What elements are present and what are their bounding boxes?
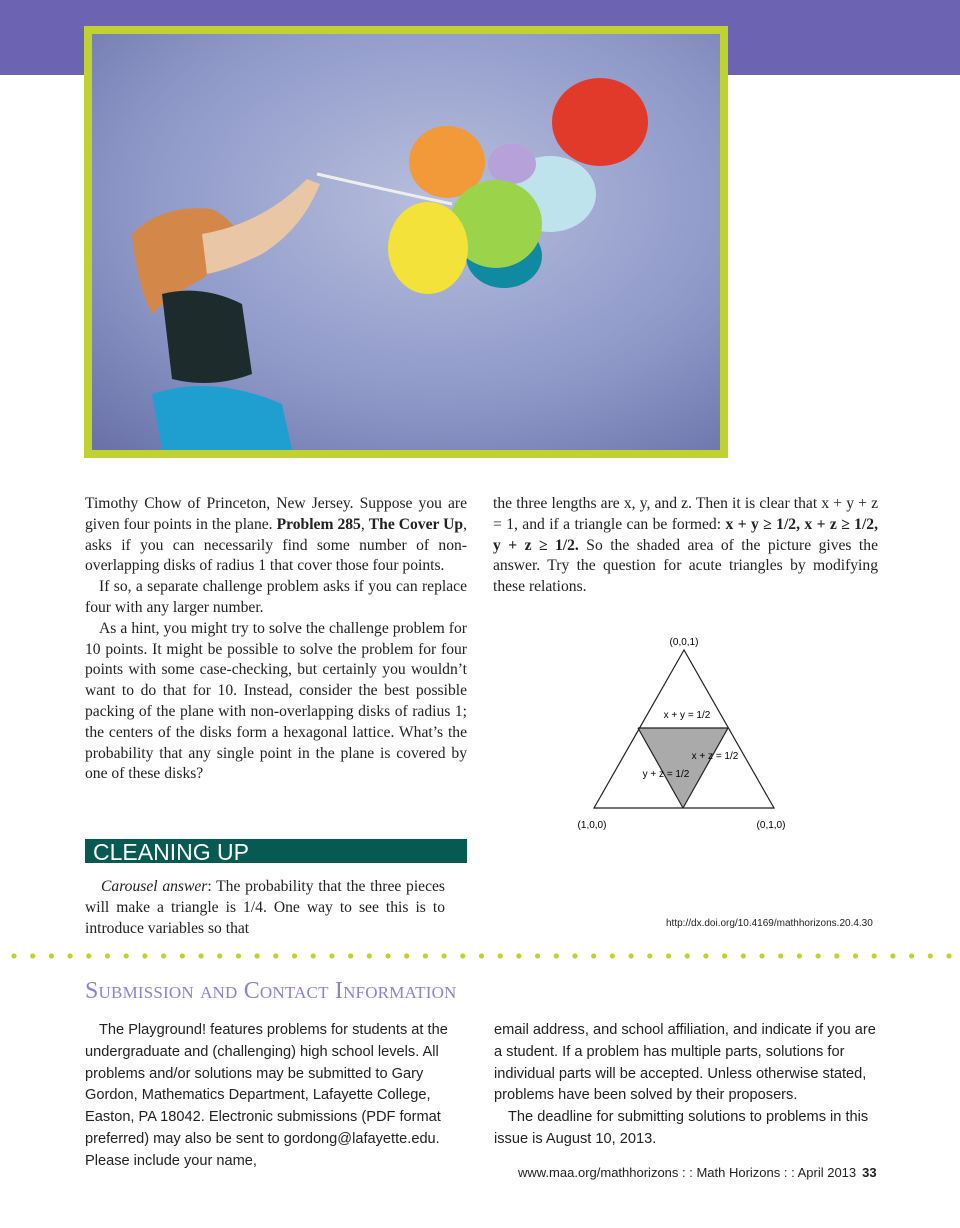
divider-dot (853, 953, 858, 958)
divider-dot (909, 953, 914, 958)
carousel-text: : The probability that the three pieces will make a triangle is 1/4. One way to see this is to introduce variables so that (85, 878, 445, 937)
page-footer (518, 1165, 877, 1180)
divider-dot (348, 953, 353, 958)
right-vertex-label: (0,1,0) (756, 820, 786, 831)
divider-dot (629, 953, 634, 958)
divider-dot (404, 953, 409, 958)
divider-dot (217, 953, 222, 958)
divider-dot (554, 953, 559, 958)
divider-dot (872, 953, 877, 958)
yellow-balloon (388, 202, 468, 294)
inequalities: x + y ≥ 1/2, x + z ≥ 1/2, y + z ≥ 1/2. (493, 515, 878, 554)
submission-heading: Submission and Contact Information (85, 978, 457, 1004)
problem-title: The Cover Up (368, 515, 464, 533)
divider-dot (385, 953, 390, 958)
purple-balloon (488, 144, 536, 184)
paragraph-3: As a hint, you might try to solve the challenge problem for 10 points. It might be possible to solve the problem for four points with some case-checking, but certainly you wouldn’t want to do that for 10. Instead, consider the best possible packing of the plane with non-overlapping disks of radius 1; the centers of the disks form a hexagonal lattice. What’s the probability that any single point in the plane is covered by one of these disks? (85, 619, 467, 783)
carousel-label: Carousel answer (101, 878, 208, 895)
xy-label: x + y = 1/2 (663, 710, 711, 721)
divider-dot (703, 953, 708, 958)
right-column-text (493, 494, 878, 598)
divider-dot (311, 953, 316, 958)
submission-right (494, 1020, 878, 1151)
divider-dot (423, 953, 428, 958)
banner-title: CLEANING UP (93, 839, 249, 865)
divider-dot (273, 953, 278, 958)
divider-dot (759, 953, 764, 958)
divider-dot (442, 953, 447, 958)
paragraph-1-start: Timothy Chow of Princeton, New Jersey. Suppose you are given four points in the plane. (85, 495, 467, 533)
divider-dot (890, 953, 895, 958)
divider-dot (142, 953, 147, 958)
girl-top (162, 291, 252, 383)
divider-dot (816, 953, 821, 958)
divider-dot (610, 953, 615, 958)
divider-dot (11, 953, 16, 958)
right-line-2: So the shaded area of the picture gives the answer. Try the question for acute triangles by modifying these relations. (493, 536, 878, 596)
left-vertex-label: (1,0,0) (577, 820, 607, 831)
divider-dot (124, 953, 129, 958)
divider-dot (572, 953, 577, 958)
divider-dot (236, 953, 241, 958)
shaded-region (638, 728, 728, 808)
carousel-answer (85, 877, 445, 939)
divider-dot (292, 953, 297, 958)
photo-frame (84, 26, 728, 458)
cleaning-up-banner (85, 839, 467, 863)
divider-dot (647, 953, 652, 958)
divider-dot (834, 953, 839, 958)
doi-link[interactable]: http://dx.doi.org/10.4169/mathhorizons.20.4.30 (666, 918, 873, 929)
balloon-photo (92, 34, 720, 450)
submission-right-text-2: The deadline for submitting solutions to problems in this issue is August 10, 2013. (494, 1109, 869, 1147)
divider-dot (516, 953, 521, 958)
divider-dot (685, 953, 690, 958)
divider-dot (946, 953, 951, 958)
dotted-divider (0, 951, 960, 961)
divider-dot (498, 953, 503, 958)
divider-dot (666, 953, 671, 958)
divider-dot (329, 953, 334, 958)
submission-left-text: The Playground! features problems for students at the undergraduate and (challenging) high school levels. All problems and/or solutions may be submitted to Gary Gordon, Mathematics Department, Lafayette College, Easton, PA 18042. Electronic submissions (PDF format preferred) may also be sent to gordong@lafayette.edu. Please include your name, (85, 1022, 448, 1169)
divider-dot (797, 953, 802, 958)
divider-dot (255, 953, 260, 958)
divider-dot (535, 953, 540, 958)
paragraph-1-end: , asks if you can necessarily find some number of non-overlapping disks of radius 1 that cover those four points. (85, 515, 467, 575)
problem-number: Problem 285 (276, 515, 361, 533)
right-line-1: the three lengths are x, y, and z. Then it is clear that x + y + z = 1, and if a triangle can be formed: (493, 495, 878, 533)
divider-dot (778, 953, 783, 958)
submission-right-text-1: email address, and school affiliation, and indicate if you are a student. If a problem has multiple parts, solutions for individual parts will be accepted. Unless otherwise stated, problems have been solved by their proposers. (494, 1022, 876, 1104)
divider-dot (460, 953, 465, 958)
divider-dot (928, 953, 933, 958)
divider-dot (180, 953, 185, 958)
triangle-diagram (560, 630, 820, 840)
left-column-text (85, 494, 467, 785)
divider-dot (161, 953, 166, 958)
divider-dot (105, 953, 110, 958)
submission-left (85, 1020, 467, 1173)
divider-dot (49, 953, 54, 958)
divider-dot (367, 953, 372, 958)
top-vertex-label: (0,0,1) (669, 637, 699, 648)
yz-label: y + z = 1/2 (642, 769, 690, 780)
xz-label: x + z = 1/2 (691, 751, 739, 762)
divider-dot (68, 953, 73, 958)
divider-dot (722, 953, 727, 958)
red-balloon (552, 78, 648, 166)
comma: , (360, 515, 369, 533)
page-number: 33 (862, 1165, 877, 1180)
divider-dot (86, 953, 91, 958)
paragraph-2: If so, a separate challenge problem asks if you can replace four with any larger number. (85, 578, 467, 616)
footer-text: www.maa.org/mathhorizons : : Math Horizons : : April 2013 (518, 1165, 857, 1180)
divider-dot (741, 953, 746, 958)
divider-dot (591, 953, 596, 958)
divider-dot (30, 953, 35, 958)
divider-dot (479, 953, 484, 958)
divider-dot (198, 953, 203, 958)
